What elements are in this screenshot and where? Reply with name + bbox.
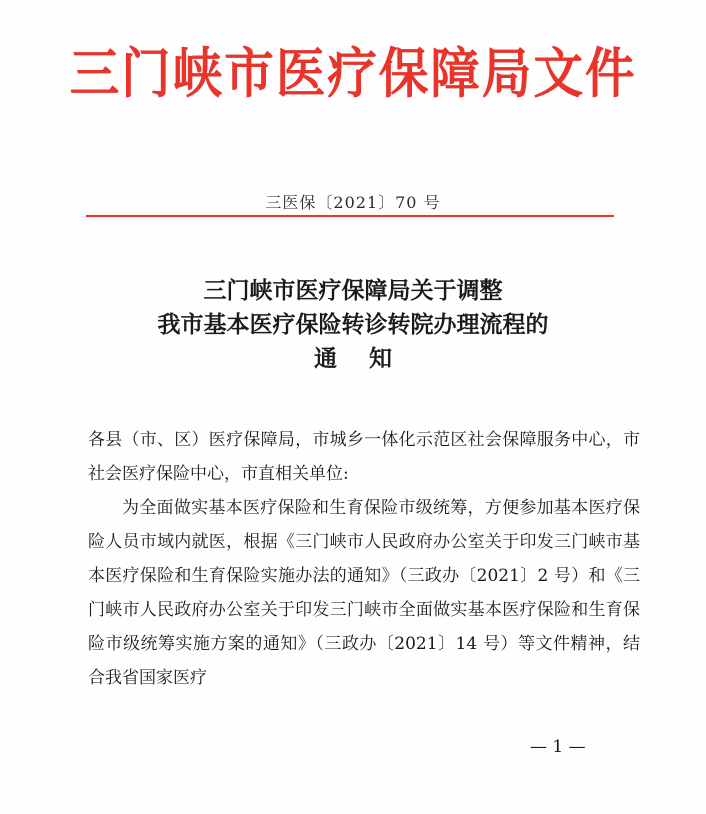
page-number: — 1 —: [530, 737, 586, 757]
addressees-paragraph: 各县（市、区）医疗保障局，市城乡一体化示范区社会保障服务中心，市社会医疗保险中心，市直相关单位:: [88, 430, 640, 484]
red-divider-line: [86, 215, 614, 217]
notice-title: [0, 274, 706, 376]
document-body: [88, 423, 640, 695]
notice-title-line-1: 三门峡市医疗保障局关于调整: [203, 278, 503, 304]
document-number: 三医保〔2021〕70 号: [265, 193, 441, 212]
document-header-title: 三门峡市医疗保障局文件: [69, 41, 637, 105]
notice-title-line-3: 通知: [314, 346, 424, 372]
body-paragraph-1: 为全面做实基本医疗保险和生育保险市级统筹，方便参加基本医疗保险人员市域内就医，根据《三门峡市人民政府办公室关于印发三门峡市基本医疗保险和生育保险实施办法的通知》（三政办〔2021〕2 号）和《三门峡市人民政府办公室关于印发三门峡市全面做实基本医疗保险和生育保险市级统筹实施方案的通知》（三政办〔2021〕14 号）等文件精神，结合我省国家医疗: [88, 498, 640, 688]
notice-title-line-2: 我市基本医疗保险转诊转院办理流程的: [157, 312, 549, 338]
